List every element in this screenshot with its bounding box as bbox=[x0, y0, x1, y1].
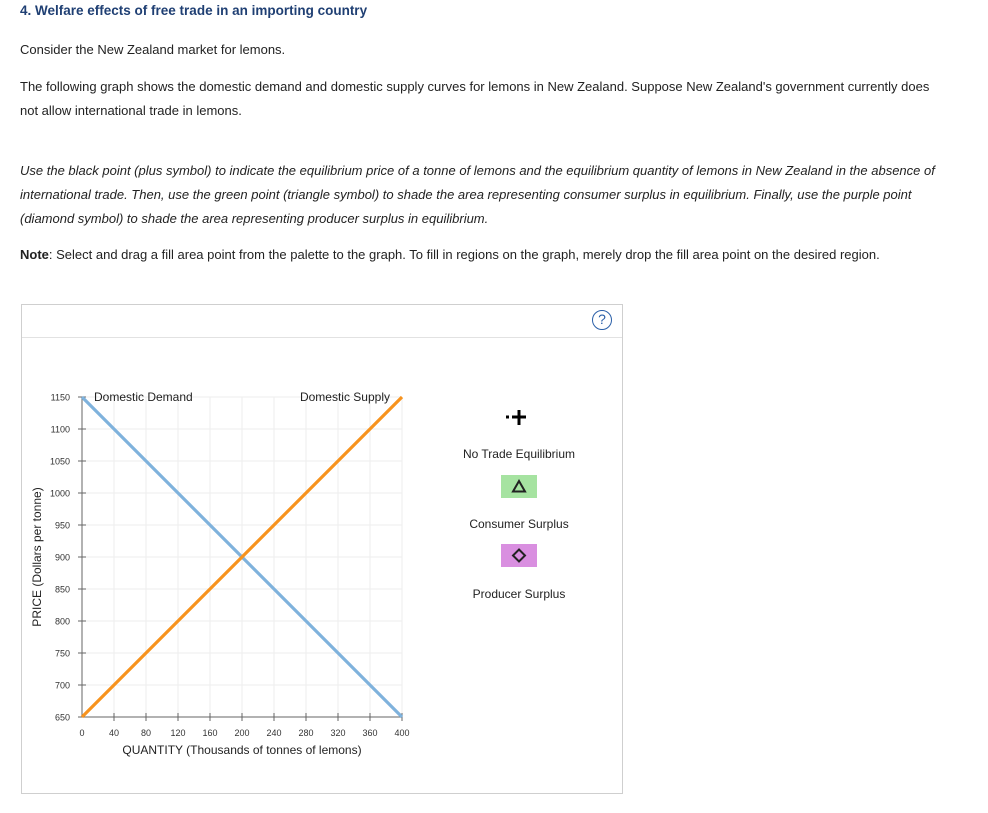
diamond-marker-bg bbox=[501, 544, 537, 567]
instructions-text: Use the black point (plus symbol) to indicate the equilibrium price of a tonne of lemons and the equilibrium quantity of lemons in New Zealand in the absence of international trade. Then, use the green point (triangle symbol) to shade the area representing consumer surplus in equilibrium. Finally, use the purple point (diamond symbol) to shade the area representing producer surplus in equilibrium. bbox=[20, 163, 935, 226]
x-tick-label: 320 bbox=[330, 728, 346, 738]
supply-label: Domestic Supply bbox=[299, 390, 390, 404]
x-tick-label: 240 bbox=[266, 728, 282, 738]
consumer-surplus-label: Consumer Surplus bbox=[469, 517, 569, 531]
y-tick-label: 700 bbox=[54, 680, 70, 691]
plus-marker-icon[interactable] bbox=[506, 410, 526, 425]
intro-text: Consider the New Zealand market for lemons. bbox=[20, 42, 286, 57]
x-tick-label: 120 bbox=[170, 728, 186, 738]
x-tick-label: 400 bbox=[394, 728, 410, 738]
y-axis-title: PRICE (Dollars per tonne) bbox=[30, 487, 44, 627]
note-label: Note bbox=[20, 247, 49, 262]
question-title: 4. Welfare effects of free trade in an importing country bbox=[20, 3, 368, 18]
y-tick-label: 800 bbox=[54, 616, 70, 627]
no-trade-equilibrium-label: No Trade Equilibrium bbox=[462, 447, 576, 461]
producer-surplus-label: Producer Surplus bbox=[472, 587, 566, 601]
diamond-marker-icon[interactable] bbox=[501, 544, 537, 567]
x-tick-label: 80 bbox=[140, 728, 152, 738]
y-tick-label: 1050 bbox=[49, 456, 70, 467]
triangle-marker-bg bbox=[501, 475, 537, 498]
y-tick-label: 1150 bbox=[50, 392, 70, 403]
help-icon[interactable]: ? bbox=[592, 310, 612, 330]
y-tick-label: 1000 bbox=[49, 488, 70, 499]
demand-label: Domestic Demand bbox=[94, 390, 193, 404]
x-tick-label: 160 bbox=[202, 728, 218, 738]
description-text: The following graph shows the domestic demand and domestic supply curves for lemons in New Zealand. Suppose New Zealand's government currently does not allow international trade in lemons. bbox=[20, 79, 930, 118]
plus-marker-dot bbox=[506, 416, 509, 419]
tool-palette bbox=[463, 410, 575, 601]
x-tick-label: 40 bbox=[108, 728, 120, 738]
x-tick-label: 360 bbox=[362, 728, 378, 738]
x-tick-label: 0 bbox=[79, 728, 85, 738]
plus-marker-horizontal bbox=[512, 416, 526, 419]
x-axis-title: QUANTITY (Thousands of tonnes of lemons) bbox=[122, 743, 362, 757]
y-tick-label: 750 bbox=[54, 648, 70, 659]
y-tick-label: 900 bbox=[54, 552, 70, 563]
y-tick-label: 850 bbox=[54, 584, 70, 595]
y-tick-label: 650 bbox=[54, 712, 70, 723]
x-tick-label: 200 bbox=[234, 728, 250, 738]
x-tick-label: 280 bbox=[298, 728, 314, 738]
y-tick-label: 1100 bbox=[50, 424, 70, 435]
triangle-marker-icon[interactable] bbox=[501, 475, 537, 498]
note-body: : Select and drag a fill area point from the palette to the graph. To fill in regions on the graph, merely drop the fill area point on the desired region. bbox=[48, 247, 880, 262]
y-tick-label: 950 bbox=[54, 520, 70, 531]
